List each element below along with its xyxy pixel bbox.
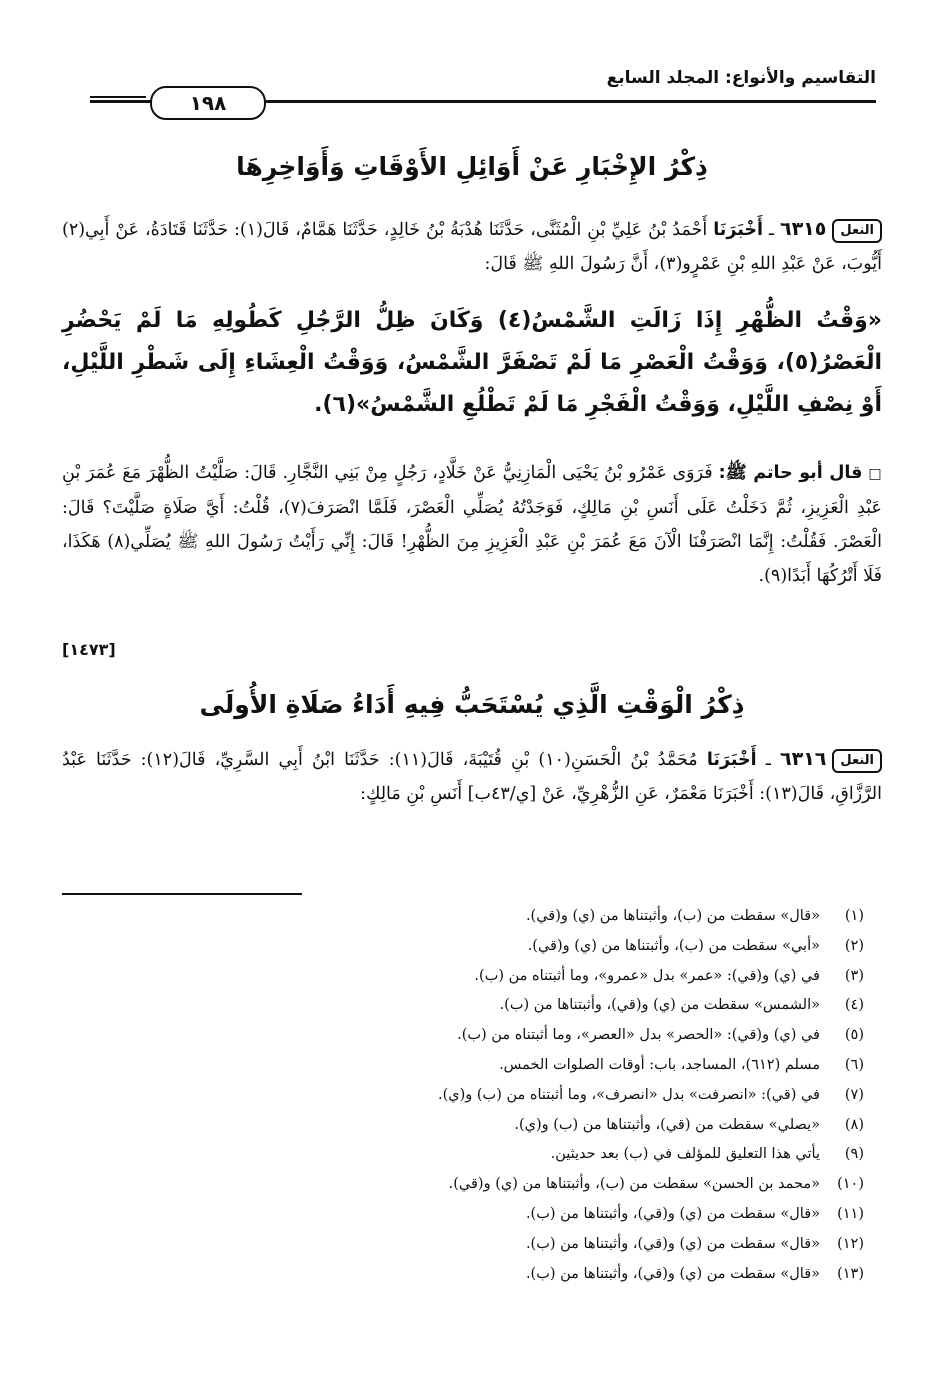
footnote: (٥)في (ي) و(قي): «الحصر» بدل «العصر»، وما أثبتناه من (ب).: [457, 1027, 864, 1044]
footnote: (٣)في (ي) و(قي): «عمر» بدل «عمرو»، وما أثبتناه من (ب).: [474, 967, 864, 984]
section-title-1: ذِكْرُ الإِخْبَارِ عَنْ أَوَائِلِ الأَوْقَاتِ وَأَوَاخِرِهَا: [236, 152, 708, 181]
footnote: (١٠)«محمد بن الحسن» سقطت من (ب)، وأثبتناها من (ي) و(قي).: [448, 1176, 864, 1193]
akhbarana-label: أَخْبَرَنَا: [706, 750, 757, 770]
comment-text: فَرَوَى عَمْرُو بْنُ يَحْيَى الْمَازِنِيُّ عَنْ خَلَّادٍ، رَجُلٍ مِنْ بَنِي النَّجَّارِ. قَالَ: صَلَّيْتُ الظُّهْرَ مَعَ عُمَرَ بْنِ عَبْدِ الْعَزِيزِ، ثُمَّ دَخَلْتُ عَلَى أَنَسِ بْنِ مَالِكٍ، فَوَجَدْتُهُ يُصَلِّي الْعَصْرَ، فَلَمَّا انْصَرَفَ(٧)، قُلْتُ: أَيَّ صَلَاةٍ صَلَّيْتَ؟ قَالَ: الْعَصْرَ. فَقُلْتُ: إِنَّمَا انْصَرَفْنَا الْآنَ مَعَ عُمَرَ بْنِ عَبْدِ الْعَزِيزِ مِنَ الظُّهْرِ! قَالَ: إِنِّي رَأَيْتُ رَسُولَ اللهِ ﷺ يُصَلِّي(٨) هَكَذَا، فَلَا أَتْرُكُهَا أَبَدًا(٩).: [62, 463, 882, 586]
isnad-text: مُحَمَّدُ بْنُ الْحَسَنِ(١٠) بْنِ قُتَيْبَةَ، قَالَ(١١): حَدَّثَنَا ابْنُ أَبِي السَّرِيِّ، قَالَ(١٢): حَدَّثَنَا عَبْدُ الرَّزَّاقِ، قَالَ(١٣): أَخْبَرَنَا مَعْمَرٌ، عَنِ الزُّهْرِيِّ، عَنْ [ي/٤٣ب] أَنَسِ بْنِ مَالِكٍ:: [62, 750, 882, 804]
isnad-line: قَالَ(١): حَدَّثَنَا قَتَادَةُ، عَنْ أَبِي(٢) أَيُّوبَ، عَنْ عَبْدِ اللهِ بْنِ عَمْرٍو(٣)، أَنَّ رَسُولَ اللهِ ﷺ قَالَ:: [62, 220, 882, 274]
hadith-number: ٦٣١٦: [780, 748, 827, 770]
header-rule-left-2: [90, 101, 146, 103]
hadith-reference: [١٤٧٣]: [62, 640, 116, 659]
footnote: (١)«قال» سقطت من (ب)، وأثبتناها من (ي) و(قي).: [525, 908, 864, 924]
footnote: (١١)«قال» سقطت من (ي) و(قي)، وأثبتناها من (ب).: [525, 1205, 864, 1222]
footnote: (٩)يأتي هذا التعليق للمؤلف في (ب) بعد حديثين.: [550, 1146, 864, 1163]
abu-hatim-label: قال أبو حاتم ﷺ:: [718, 463, 863, 483]
isnad-line: أَحْمَدُ بْنُ عَلِيِّ بْنِ الْمُثَنَّى، حَدَّثَنَا هُدْبَةُ بْنُ خَالِدٍ، حَدَّثَنَا هَمَّامٌ،: [295, 220, 708, 240]
abu-hatim-comment: [62, 456, 882, 593]
page-number: ١٩٨: [150, 86, 266, 120]
footnote: (٦)مسلم (٦١٢)، المساجد، باب: أوقات الصلوات الخمس.: [499, 1056, 864, 1073]
hadith-badge: النعل: [832, 219, 882, 243]
running-title: التقاسيم والأنواع: المجلد السابع: [606, 68, 876, 88]
square-marker: □: [868, 466, 882, 482]
footnote: (١٣)«قال» سقطت من (ي) و(قي)، وأثبتناها من (ب).: [525, 1265, 864, 1282]
hadith-number: ٦٣١٥: [779, 218, 827, 240]
footnote: (١٢)«قال» سقطت من (ي) و(قي)، وأثبتناها من (ب).: [525, 1235, 864, 1252]
footnote: (٤)«الشمس» سقطت من (ي) و(قي)، وأثبتناها من (ب).: [499, 997, 864, 1014]
hadith-6315-matn: «وَقْتُ الظُّهْرِ إِذَا زَالَتِ الشَّمْسُ(٤) وَكَانَ ظِلُّ الرَّجُلِ كَطُولِهِ مَا لَمْ يَحْضُرِ الْعَصْرُ(٥)، وَوَقْتُ الْعَصْرِ مَا لَمْ تَصْفَرَّ الشَّمْسُ، وَوَقْتُ الْعِشَاءِ إِلَى شَطْرِ اللَّيْلِ، أَوْ نِصْفِ اللَّيْلِ، وَوَقْتُ الْفَجْرِ مَا لَمْ تَطْلُعِ الشَّمْسُ»(٦).: [62, 308, 882, 417]
footnote-separator: [62, 893, 302, 895]
footnote: (٨)«يصلي» سقطت من (قي)، وأثبتناها من (ب) و(ي).: [514, 1116, 864, 1133]
header-rule-left: [90, 96, 146, 98]
footnote: (٢)«أبي» سقطت من (ب)، وأثبتناها من (ي) و(قي).: [527, 937, 864, 954]
hadith-badge: النعل: [832, 749, 882, 773]
hadith-6315-isnad: النعل٦٣١٥ ـ أَخْبَرَنَا أَحْمَدُ بْنُ عَلِيِّ بْنِ الْمُثَنَّى، حَدَّثَنَا هُدْبَةُ بْنُ خَالِدٍ، حَدَّثَنَا هَمَّامٌ، قَالَ(١): حَدَّثَنَا قَتَادَةُ، عَنْ أَبِي(٢) أَيُّوبَ، عَنْ عَبْدِ اللهِ بْنِ عَمْرٍو(٣)، أَنَّ رَسُولَ اللهِ ﷺ قَالَ:: [62, 218, 882, 274]
footnotes: [62, 902, 864, 1289]
footnote: (٧)في (قي): «انصرفت» بدل «انصرف»، وما أثبتناه من (ب) و(ي).: [438, 1086, 864, 1103]
hadith-6316-isnad: النعل٦٣١٦ ـ أَخْبَرَنَا مُحَمَّدُ بْنُ الْحَسَنِ(١٠) بْنِ قُتَيْبَةَ، قَالَ(١١): حَدَّثَنَا ابْنُ أَبِي السَّرِيِّ، قَالَ(١٢): حَدَّثَنَا عَبْدُ الرَّزَّاقِ، قَالَ(١٣): أَخْبَرَنَا مَعْمَرٌ، عَنِ الزُّهْرِيِّ، عَنْ [ي/٤٣ب] أَنَسِ بْنِ مَالِكٍ:: [62, 748, 882, 804]
page-header: [90, 68, 876, 128]
akhbarana-label: أَخْبَرَنَا: [713, 220, 763, 240]
section-title-2: ذِكْرُ الْوَقْتِ الَّذِي يُسْتَحَبُّ فِيهِ أَدَاءُ صَلَاةِ الأُولَى: [199, 690, 745, 719]
